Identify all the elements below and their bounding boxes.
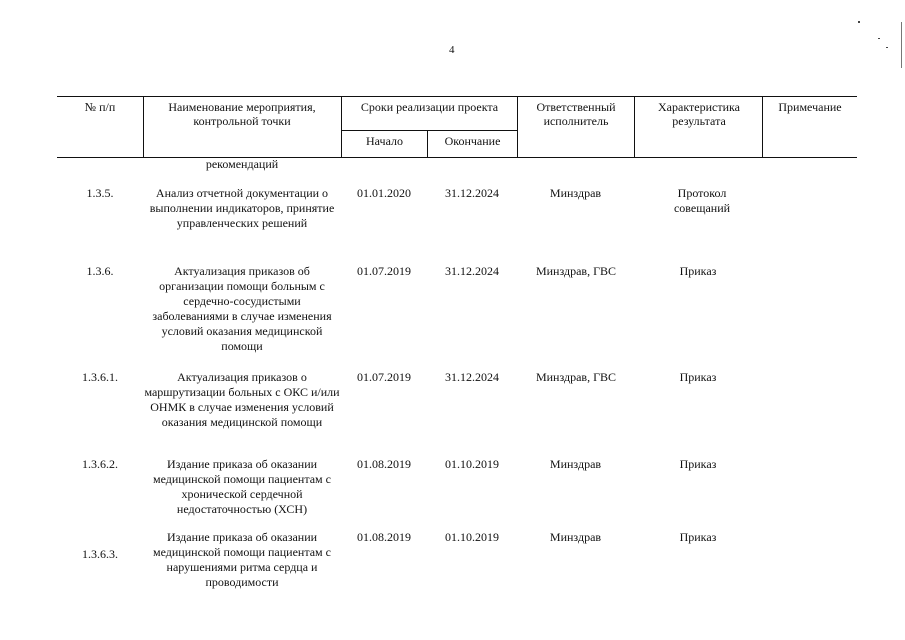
header-result: Характеристика результата: [658, 100, 740, 128]
row-end: 31.12.2024: [445, 186, 499, 200]
header-start: Начало: [366, 134, 403, 148]
header-terms: Сроки реализации проекта: [360, 100, 499, 114]
header-note: Примечание: [778, 100, 842, 114]
row-result: Приказ: [679, 264, 717, 278]
row-num: 1.3.5.: [86, 186, 114, 200]
row-end: 01.10.2019: [445, 530, 499, 544]
row-start: 01.07.2019: [357, 264, 411, 278]
row-num: 1.3.6.1.: [82, 370, 118, 384]
row-responsible: Минздрав: [549, 186, 602, 200]
header-num: № п/п: [84, 100, 116, 114]
row-end: 01.10.2019: [445, 457, 499, 471]
row-num: 1.3.6.3.: [82, 547, 118, 561]
row-name: Издание приказа об оказании медицинской помощи пациентам с хронической сердечной недостаточностью (ХСН): [153, 457, 331, 516]
row-name: Актуализация приказов о маршрутизации больных с ОКС и/или ОНМК в случае изменения условий оказания медицинской помощи: [144, 370, 340, 429]
row-responsible: Минздрав, ГВС: [535, 370, 617, 384]
header-responsible: Ответственный исполнитель: [536, 100, 616, 128]
row-result: Приказ: [679, 370, 717, 384]
row-result: Протокол совещаний: [673, 186, 731, 215]
row-start: 01.08.2019: [357, 457, 411, 471]
scan-speck: [886, 47, 888, 48]
row-responsible: Минздрав: [549, 457, 602, 471]
continued-text: рекомендаций: [205, 157, 279, 171]
scan-speck: [858, 21, 860, 23]
row-name: Издание приказа об оказании медицинской помощи пациентам с нарушениями ритма сердца и проводимости: [153, 530, 331, 589]
header-divider: [143, 97, 144, 157]
header-name: Наименование мероприятия, контрольной точки: [168, 100, 316, 128]
row-result: Приказ: [679, 530, 717, 544]
row-responsible: Минздрав: [549, 530, 602, 544]
row-end: 31.12.2024: [445, 370, 499, 384]
row-end: 31.12.2024: [445, 264, 499, 278]
page-number: 4: [449, 44, 455, 56]
table-header: [57, 96, 857, 158]
row-result: Приказ: [679, 457, 717, 471]
scan-speck: [878, 38, 880, 39]
row-num: 1.3.6.: [86, 264, 114, 278]
header-divider: [634, 97, 635, 157]
row-name: Актуализация приказов об организации помощи больным с сердечно-сосудистыми заболеваниями в случае изменения условий оказания медицинской помощи: [152, 264, 332, 353]
row-responsible: Минздрав, ГВС: [535, 264, 617, 278]
header-end: Окончание: [444, 134, 501, 148]
row-start: 01.07.2019: [357, 370, 411, 384]
header-divider: [517, 97, 518, 157]
scan-edge-line: [901, 22, 902, 68]
header-subdivider: [341, 130, 517, 131]
row-name: Анализ отчетной документации о выполнении индикаторов, принятие управленческих решений: [149, 186, 335, 230]
row-num: 1.3.6.2.: [82, 457, 118, 471]
row-start: 01.01.2020: [357, 186, 411, 200]
row-start: 01.08.2019: [357, 530, 411, 544]
